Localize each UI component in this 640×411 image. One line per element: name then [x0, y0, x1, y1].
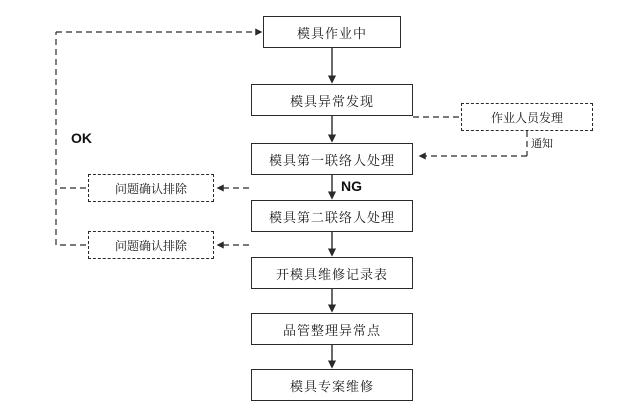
node-label: 问题确认排除 [114, 181, 187, 196]
node-label: 品管整理异常点 [282, 322, 381, 338]
node-mold-project-repair[interactable] [251, 369, 413, 401]
node-operator-handling[interactable] [461, 103, 593, 131]
edge-label-notify: 通知 [531, 138, 553, 150]
node-first-contact-handling[interactable] [251, 143, 413, 175]
node-label: 开模具维修记录表 [275, 266, 388, 282]
node-label: 模具第二联络人处理 [268, 209, 395, 225]
node-issue-confirmed-resolved-2[interactable] [88, 231, 214, 259]
node-label: 模具第一联络人处理 [268, 152, 395, 168]
node-label: 问题确认排除 [114, 238, 187, 253]
edge-label-ok: OK [71, 130, 92, 146]
node-second-contact-handling[interactable] [251, 200, 413, 232]
node-open-repair-record[interactable] [251, 257, 413, 289]
edge-label-ng: NG [341, 178, 362, 194]
node-label: 模具作业中 [296, 25, 367, 41]
node-mold-abnormality-found[interactable] [251, 84, 413, 116]
node-qc-collect-issues[interactable] [251, 313, 413, 345]
node-issue-confirmed-resolved-1[interactable] [88, 174, 214, 202]
node-label: 模具异常发现 [289, 93, 374, 109]
node-label: 作业人员发理 [490, 110, 563, 125]
node-mold-in-operation[interactable] [263, 16, 401, 48]
node-label: 模具专案维修 [289, 378, 374, 394]
